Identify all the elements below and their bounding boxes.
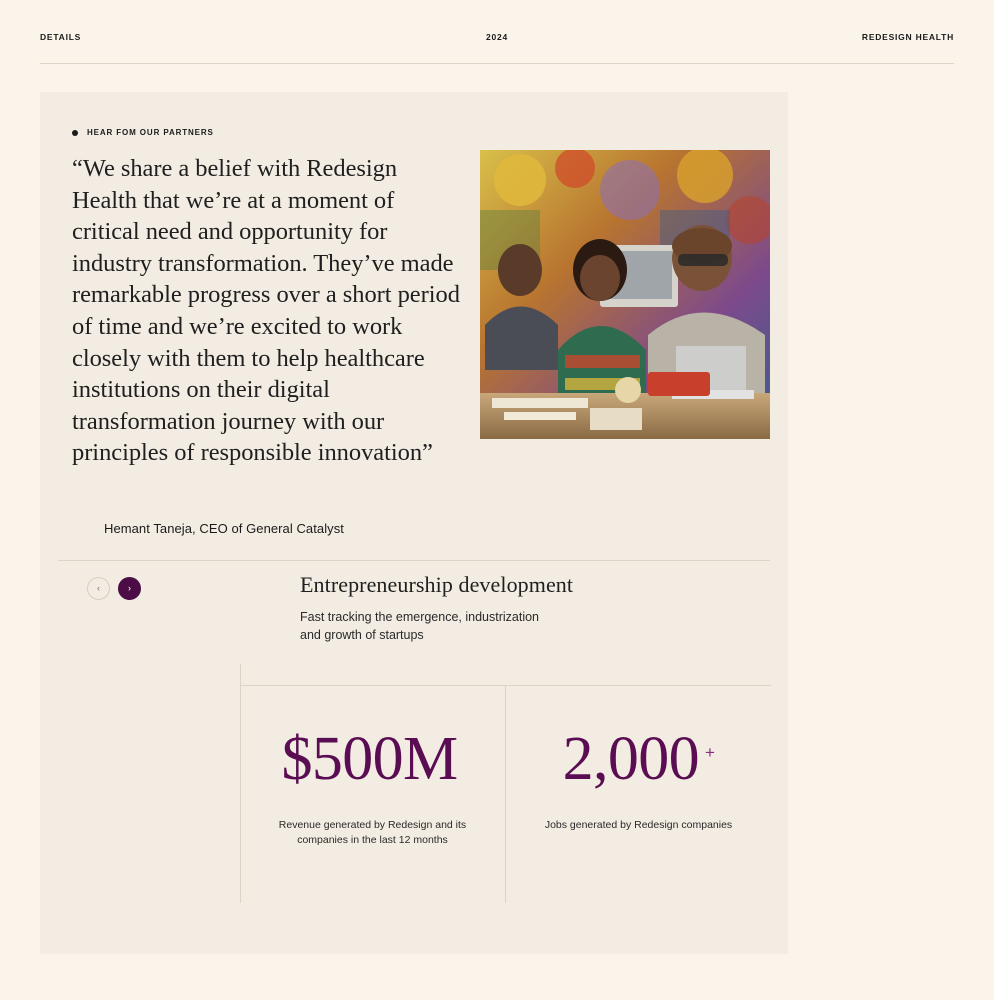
stat-value-jobs: [562, 724, 715, 793]
content-card: [40, 92, 788, 954]
section-eyebrow: [72, 128, 756, 137]
stat-caption-revenue: Revenue generated by Redesign and its companies in the last 12 months: [278, 818, 467, 847]
quote-text: “We share a belief with Redesign Health that we’re at a moment of critical need and opportunity for industry transformation. They’ve made remarkable progress over a short period of time and we’re excited to work closely with them to help healthcare institutions on their digital transformation journey with our principles of responsible innovation”: [72, 155, 460, 467]
partner-quote-section: [40, 92, 788, 536]
stat-value-jobs-text: 2,000: [562, 724, 700, 793]
partner-photo: [480, 150, 770, 439]
header-year-label: 2024: [486, 32, 508, 42]
section-eyebrow-label: HEAR FOM OUR PARTNERS: [87, 128, 214, 137]
header-brand-label: REDESIGN HEALTH: [861, 32, 954, 42]
header-left-label: DETAILS: [40, 32, 82, 42]
stats-header: [40, 572, 788, 645]
stats-subtitle: Fast tracking the emergence, industrization and growth of startups: [300, 610, 540, 642]
carousel-next-button[interactable]: ›: [118, 577, 141, 600]
stat-card-revenue: [240, 686, 506, 903]
bullet-dot-icon: [72, 130, 78, 136]
stats-grid: [240, 685, 771, 903]
stat-suffix-jobs: +: [705, 742, 715, 762]
page-header: [40, 32, 954, 64]
carousel-prev-button[interactable]: ‹: [87, 577, 110, 600]
stat-value-revenue: [281, 724, 463, 793]
quote-attribution: Hemant Taneja, CEO of General Catalyst: [104, 520, 344, 536]
stats-title: Entrepreneurship development: [300, 572, 574, 597]
stat-card-jobs: [506, 686, 771, 903]
partner-photo-image: [480, 150, 770, 439]
stat-caption-jobs: Jobs generated by Redesign companies: [544, 818, 733, 831]
stat-value-revenue-text: $500M: [281, 724, 458, 793]
entrepreneurship-stats-section: [40, 572, 788, 903]
